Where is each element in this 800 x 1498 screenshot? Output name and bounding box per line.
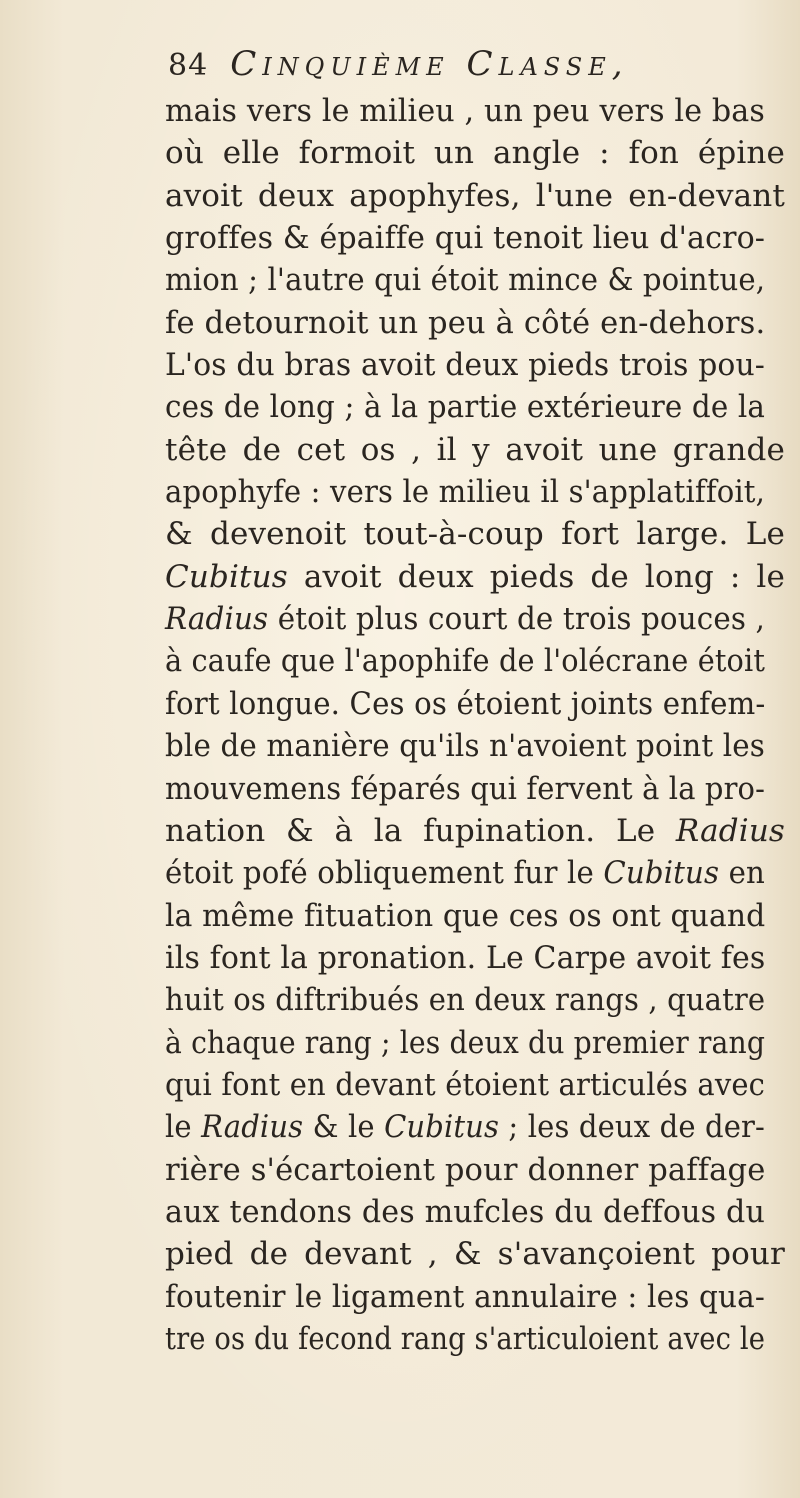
text-line: ble de manière qu'ils n'avoient point les — [165, 728, 765, 765]
text-line: ces de long ; à la partie extérieure de la — [165, 389, 765, 426]
text-line: ils font la pronation. Le Carpe avoit fes — [165, 939, 766, 976]
text-line: nation & à la fupination. Le Radius — [165, 812, 785, 849]
text-line: huit os diftribués en deux rangs , quatre — [165, 982, 766, 1019]
text-line: fort longue. Ces os étoient joints enfem- — [165, 685, 766, 722]
text-line: apophyfe : vers le milieu il s'applatiffoit, — [165, 474, 765, 511]
text-line: étoit pofé obliquement fur le Cubitus en — [165, 855, 765, 892]
text-line: L'os du bras avoit deux pieds trois pou- — [165, 347, 765, 384]
italic-term: Radius — [675, 812, 785, 849]
text-line: mouvemens féparés qui fervent à la pro- — [165, 770, 766, 807]
text-line: fe detournoit un peu à côté en-dehors. — [165, 304, 766, 341]
running-head: Cinquième Classe, — [230, 44, 629, 84]
page-number: 84 — [168, 48, 209, 83]
text-line: à caufe que l'apophife de l'olécrane étoit — [165, 643, 766, 680]
text-line: le Radius & le Cubitus ; les deux de der- — [165, 1109, 765, 1146]
text-line: mais vers le milieu , un peu vers le bas — [165, 93, 765, 129]
text-line: tre os du fecond rang s'articuloient avec le — [165, 1320, 766, 1357]
text-line: foutenir le ligament annulaire : les qua- — [165, 1278, 765, 1315]
text-line: rière s'écartoient pour donner paffage — [165, 1151, 766, 1188]
text-line: avoit deux apophyfes, l'une en-devant — [165, 177, 785, 214]
italic-term: Cubitus — [603, 855, 720, 892]
text-line: mion ; l'autre qui étoit mince & pointue, — [165, 262, 766, 299]
text-line: groffes & épaiffe qui tenoit lieu d'acro- — [165, 220, 766, 257]
text-line: la même fituation que ces os ont quand — [165, 897, 766, 934]
text-line: & devenoit tout-à-coup fort large. Le — [165, 516, 785, 553]
text-line: Radius étoit plus court de trois pouces , — [165, 601, 765, 638]
italic-term: Radius — [201, 1109, 304, 1146]
text-line: tête de cet os , il y avoit une grande — [165, 431, 785, 468]
body-text — [165, 90, 785, 1360]
text-line: où elle formoit un angle : fon épine — [165, 135, 785, 172]
text-line: qui font en devant étoient articulés avec — [165, 1066, 765, 1103]
text-line: pied de devant , & s'avançoient pour — [165, 1236, 785, 1273]
italic-term: Cubitus — [384, 1109, 500, 1146]
page-header — [168, 44, 768, 96]
italic-term: Cubitus — [165, 558, 288, 595]
text-line: Cubitus avoit deux pieds de long : le — [165, 558, 785, 595]
text-line: aux tendons des mufcles du deffous du — [165, 1193, 765, 1230]
text-line: à chaque rang ; les deux du premier rang — [165, 1024, 766, 1061]
italic-term: Radius — [165, 601, 269, 638]
